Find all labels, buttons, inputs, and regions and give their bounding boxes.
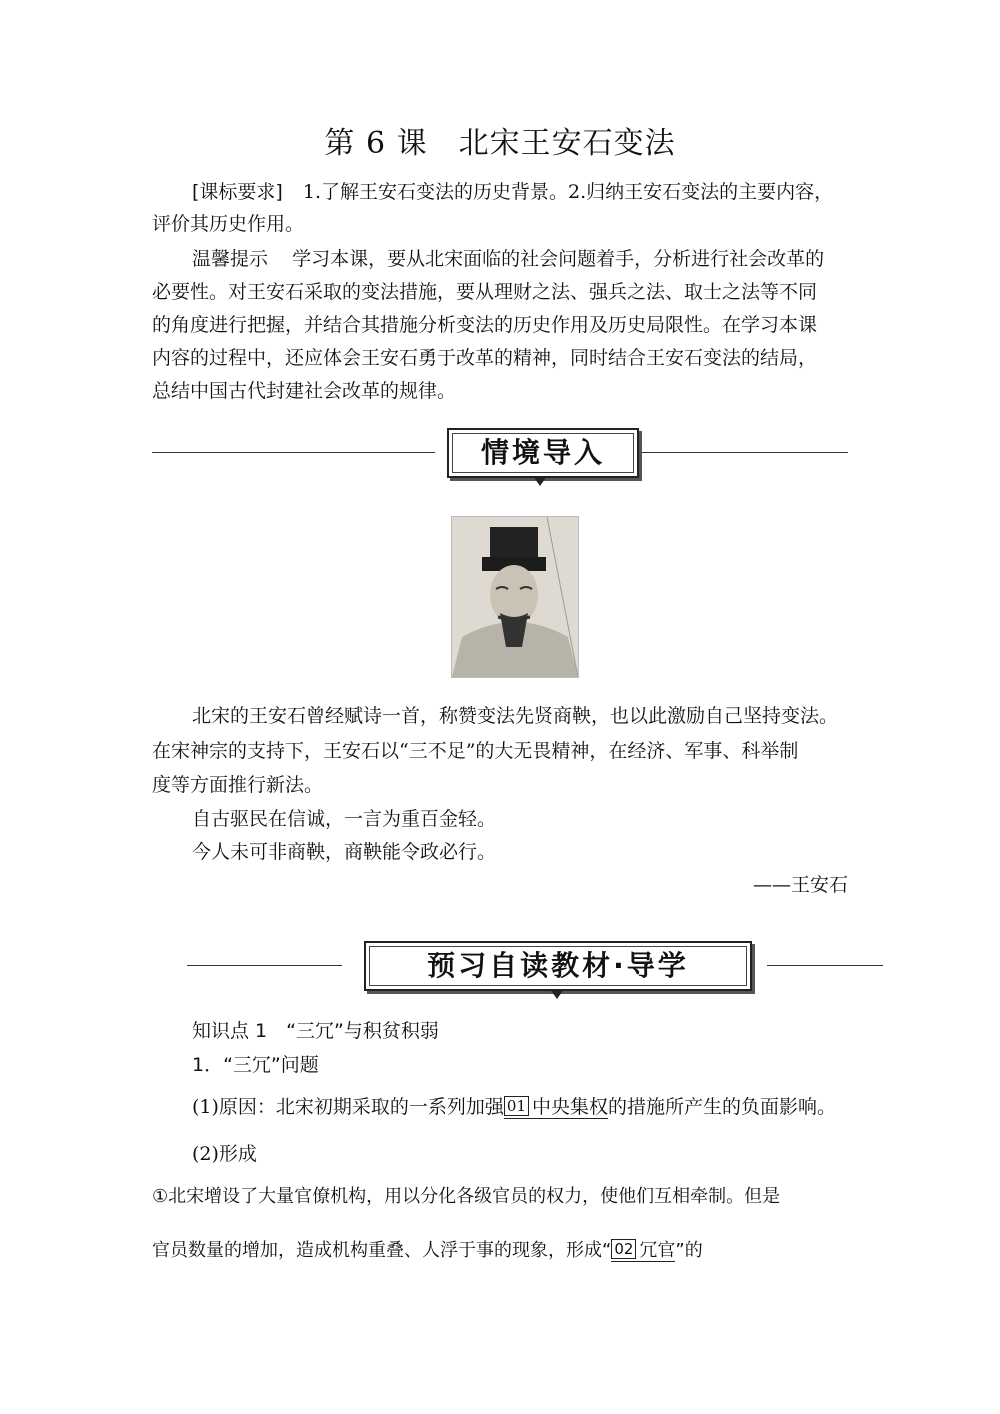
form-line-2-suffix: ”的 [675,1240,703,1261]
cause-line [192,1088,892,1126]
tip-line-5: 总结中国古代封建社会改革的规律。 [152,380,457,402]
standards-line-2: 评价其历史作用。 [152,213,305,235]
banner-pointer-1 [533,476,547,486]
divider-right-2 [767,965,883,966]
answer-blank-2 [611,1240,675,1262]
banner-scenario [447,428,639,478]
tip-line-2: 必要性。对王安石采取的变法措施，要从理财之法、强兵之法、取士之法等不同 [152,281,818,303]
divider-right-1 [642,452,848,453]
blank-number-2: 02 [611,1239,636,1259]
poem-line-2: 今人未可非商鞅，商鞅能令政必行。 [192,841,497,863]
tip-line-3: 的角度进行把握，并结合其措施分析变法的历史作用及历史局限性。在学习本课 [152,314,818,336]
form-line-2-prefix: 官员数量的增加，造成机构重叠、人浮于事的现象，形成“ [152,1240,612,1261]
poem-author: ——王安石 [752,874,848,896]
blank-number-1: 01 [504,1096,529,1116]
standards-text-1: 1.了解王安石变法的历史背景。2.归纳王安石变法的主要内容， [302,181,834,203]
banner-scenario-label: 情境导入 [452,433,634,473]
form-line-1: ①北宋增设了大量官僚机构，用以分化各级官员的权力，使他们互相牵制。但是 [152,1186,781,1207]
poem-line-1: 自古驱民在信诚，一言为重百金轻。 [192,808,497,830]
standards-label: [课标要求] [192,181,283,203]
blank-answer-2: 冗官 [639,1240,676,1261]
form-label: (2)形成 [192,1143,257,1165]
banner-pointer-2 [550,989,564,999]
cause-prefix: (1)原因：北宋初期采取的一系列加强 [192,1096,504,1118]
answer-blank-1 [504,1096,608,1119]
blank-answer-1: 中央集权 [532,1096,609,1118]
tip-label: 温馨提示 [192,248,269,270]
form-line-2 [152,1232,872,1270]
knowledge-heading: 知识点 1 “三冗”与积贫积弱 [192,1020,439,1042]
page-title: 第 6 课 北宋王安石变法 [324,126,676,161]
banner-preview-label: 预习自读教材·导学 [369,946,747,986]
banner-preview [364,941,752,991]
intro-line-1: 北宋的王安石曾经赋诗一首，称赞变法先贤商鞅，也以此激励自己坚持变法。 [192,705,839,727]
intro-line-2: 在宋神宗的支持下，王安石以“三不足”的大无畏精神，在经济、军事、科举制 [152,740,799,762]
intro-line-3: 度等方面推行新法。 [152,774,324,796]
tip-line-4: 内容的过程中，还应体会王安石勇于改革的精神，同时结合王安石变法的结局， [152,347,818,369]
knowledge-subheading: 1．“三冗”问题 [192,1054,319,1076]
divider-left-2 [187,965,342,966]
tip-text-1: 学习本课，要从北宋面临的社会问题着手，分析进行社会改革的 [292,248,825,270]
cause-suffix: 的措施所产生的负面影响。 [608,1096,837,1118]
divider-left-1 [152,452,435,453]
wang-anshi-portrait [451,516,579,678]
